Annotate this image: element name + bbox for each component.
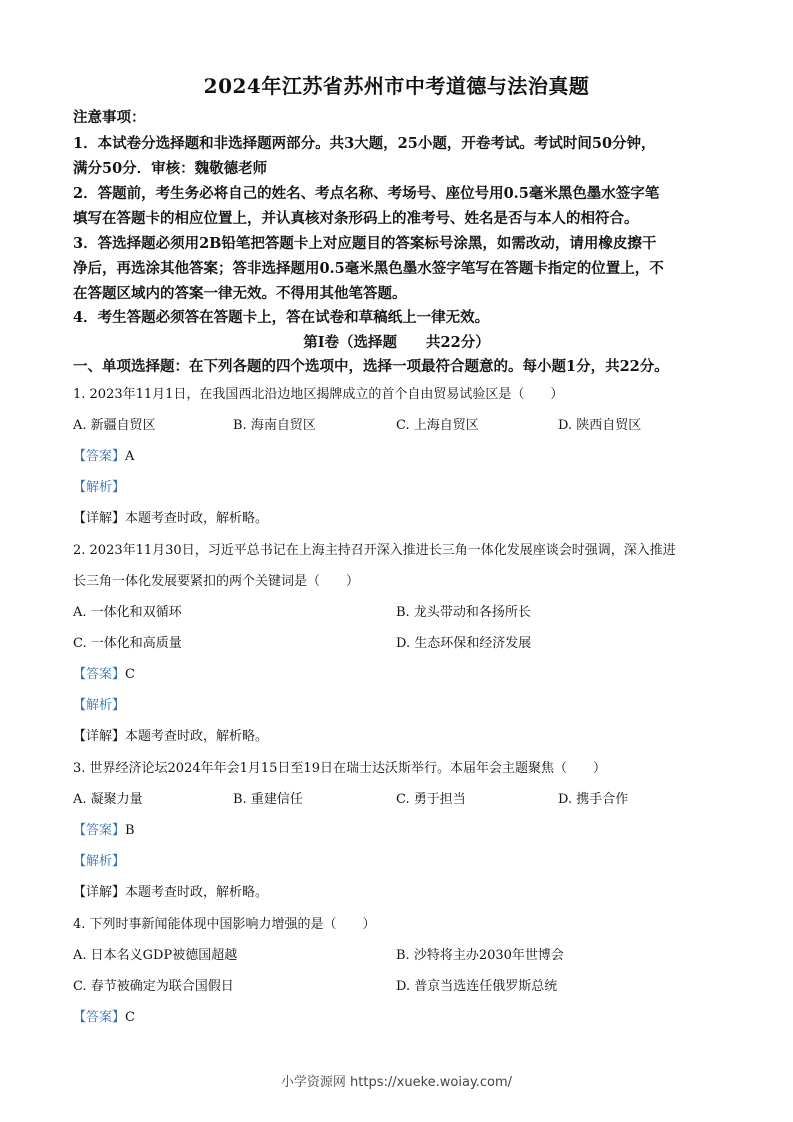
answer-line	[73, 445, 723, 464]
detail-label: 【详解】	[73, 729, 126, 744]
section-instruction: 一、单项选择题：在下列各题的四个选项中，选择一项最符合题意的。每小题1分，共22分。	[73, 358, 669, 375]
detail-text: 本题考查时政，解析略。	[125, 729, 269, 744]
notice-line: 填写在答题卡的相应位置上，并认真核对条形码上的准考号、姓名是否与本人的相符合。	[73, 210, 639, 227]
detail-text: 本题考查时政，解析略。	[125, 885, 269, 900]
option-c: C. 春节被确定为联合国假日	[73, 979, 234, 994]
analysis-text: 【解析】	[73, 854, 126, 869]
question-stem: 1. 2023年11月1日，在我国西北沿边地区揭牌成立的首个自由贸易试验区是（ ）	[73, 387, 564, 402]
option-b: B. 重建信任	[233, 792, 303, 807]
notice-line: 满分50分．审核：魏敬德老师	[73, 160, 268, 177]
answer-line	[73, 663, 723, 682]
option-c: C. 上海自贸区	[396, 418, 479, 433]
option-d: D. 生态环保和经济发展	[396, 636, 532, 651]
question-stem: 2. 2023年11月30日，习近平总书记在上海主持召开深入推进长三角一体化发展座谈会时强调，深入推进	[73, 543, 676, 558]
notice-heading: 注意事项：	[73, 109, 146, 126]
detail-line	[73, 725, 723, 744]
analysis-text: 【解析】	[73, 480, 126, 495]
answer-label: 【答案】	[73, 667, 126, 682]
section-title: 第I卷（选择题 共22分）	[303, 334, 490, 351]
option-b: B. 龙头带动和各扬所长	[396, 605, 531, 620]
option-d: D. 陕西自贸区	[558, 418, 642, 433]
question-stem: 3. 世界经济论坛2024年年会1月15日至19日在瑞士达沃斯举行。本届年会主题聚焦（ ）	[73, 761, 606, 776]
option-d: D. 携手合作	[558, 792, 629, 807]
answer-label: 【答案】	[73, 1010, 126, 1025]
notice-line: 净后，再选涂其他答案；答非选择题用0.5毫米黑色墨水签字笔写在答题卡指定的位置上，不	[73, 260, 664, 277]
notice-line: 4．考生答题必须答在答题卡上，答在试卷和草稿纸上一律无效。	[73, 309, 490, 326]
option-b: B. 沙特将主办2030年世博会	[396, 948, 564, 963]
analysis-label	[73, 694, 723, 713]
footer-watermark: 小学资源网 https://xueke.woiay.com/	[280, 1075, 513, 1090]
option-c: C. 一体化和高质量	[73, 636, 182, 651]
detail-line	[73, 507, 723, 526]
answer-label: 【答案】	[73, 823, 126, 838]
detail-label: 【详解】	[73, 885, 126, 900]
analysis-label	[73, 476, 723, 495]
detail-line	[73, 881, 723, 900]
option-a: A. 一体化和双循环	[73, 605, 182, 620]
answer-label: 【答案】	[73, 449, 126, 464]
option-d: D. 普京当选连任俄罗斯总统	[396, 979, 558, 994]
answer-value: C	[125, 667, 135, 682]
notice-line: 2．答题前，考生务必将自己的姓名、考点名称、考场号、座位号用0.5毫米黑色墨水签字笔	[73, 185, 660, 202]
option-a: A. 日本名义GDP被德国超越	[73, 948, 238, 963]
page-title: 2024年江苏省苏州市中考道德与法治真题	[203, 74, 590, 98]
question-stem: 长三角一体化发展要紧扣的两个关键词是（ ）	[73, 574, 360, 589]
analysis-text: 【解析】	[73, 698, 126, 713]
option-a: A. 新疆自贸区	[73, 418, 156, 433]
option-b: B. 海南自贸区	[233, 418, 316, 433]
answer-value: B	[125, 823, 135, 838]
answer-value: A	[125, 449, 135, 464]
detail-label: 【详解】	[73, 511, 126, 526]
answer-line	[73, 1006, 723, 1025]
answer-value: C	[125, 1010, 135, 1025]
notice-line: 3．答选择题必须用2B铅笔把答题卡上对应题目的答案标号涂黑，如需改动，请用橡皮擦干	[73, 235, 657, 252]
detail-text: 本题考查时政，解析略。	[125, 511, 269, 526]
option-c: C. 勇于担当	[396, 792, 466, 807]
answer-line	[73, 819, 723, 838]
question-stem: 4. 下列时事新闻能体现中国影响力增强的是（ ）	[73, 917, 376, 932]
notice-line: 在答题区域内的答案一律无效。不得用其他笔答题。	[73, 285, 407, 302]
analysis-label	[73, 850, 723, 869]
notice-line: 1．本试卷分选择题和非选择题两部分。共3大题，25小题，开卷考试。考试时间50分钟，	[73, 135, 656, 152]
option-a: A. 凝聚力量	[73, 792, 143, 807]
